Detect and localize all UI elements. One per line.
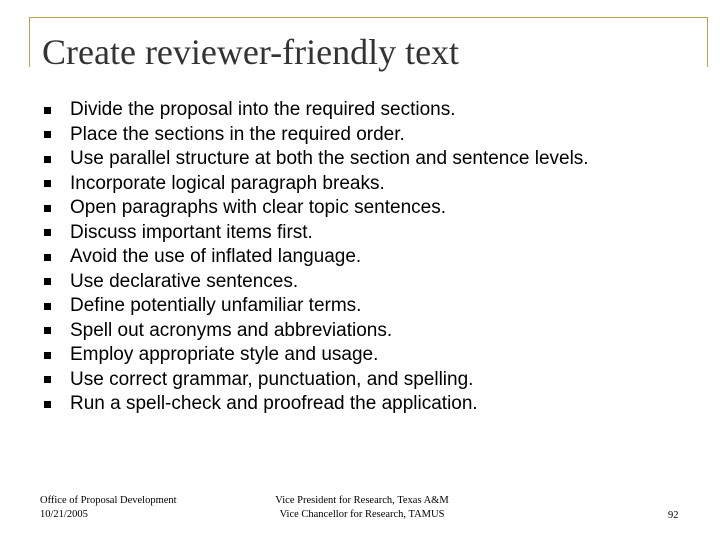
frame-top-line [29, 17, 708, 18]
bullet-item [44, 245, 589, 270]
bullet-item [44, 294, 589, 319]
footer-vc-research: Vice Chancellor for Research, TAMUS [279, 509, 445, 520]
bullet-item [44, 343, 589, 368]
footer-vp-research: Vice President for Research, Texas A&M [275, 495, 449, 506]
slide-title: Create reviewer-friendly text [42, 32, 460, 72]
square-bullet-icon [44, 205, 51, 212]
bullet-text: Run a spell-check and proofread the application. [70, 393, 478, 415]
bullet-list [44, 98, 589, 417]
bullet-text: Use correct grammar, punctuation, and spelling. [70, 368, 474, 390]
footer-date: 10/21/2005 [40, 509, 88, 520]
bullet-text: Avoid the use of inflated language. [70, 246, 362, 268]
footer-office-name: Office of Proposal Development [40, 495, 177, 506]
frame-right-line [707, 17, 708, 67]
bullet-text: Open paragraphs with clear topic sentences. [70, 197, 446, 219]
bullet-item [44, 368, 589, 393]
bullet-item [44, 319, 589, 344]
square-bullet-icon [44, 303, 51, 310]
bullet-text: Employ appropriate style and usage. [70, 344, 379, 366]
bullet-text: Place the sections in the required order. [70, 123, 405, 145]
frame-left-line [29, 17, 30, 67]
bullet-item [44, 123, 589, 148]
bullet-item [44, 172, 589, 197]
square-bullet-icon [44, 327, 51, 334]
bullet-item [44, 392, 589, 417]
bullet-text: Divide the proposal into the required sections. [70, 99, 456, 121]
page-number: 92 [668, 510, 679, 521]
footer-office [40, 494, 177, 522]
bullet-item [44, 98, 589, 123]
square-bullet-icon [44, 278, 51, 285]
footer-affiliation [262, 494, 462, 522]
bullet-item [44, 270, 589, 295]
square-bullet-icon [44, 376, 51, 383]
square-bullet-icon [44, 180, 51, 187]
bullet-text: Spell out acronyms and abbreviations. [70, 319, 393, 341]
square-bullet-icon [44, 352, 51, 359]
square-bullet-icon [44, 131, 51, 138]
bullet-item [44, 147, 589, 172]
bullet-text: Incorporate logical paragraph breaks. [70, 172, 385, 194]
bullet-text: Use declarative sentences. [70, 270, 299, 292]
square-bullet-icon [44, 401, 51, 408]
bullet-item [44, 196, 589, 221]
bullet-text: Use parallel structure at both the section and sentence levels. [70, 148, 589, 170]
square-bullet-icon [44, 229, 51, 236]
bullet-text: Define potentially unfamiliar terms. [70, 295, 362, 317]
square-bullet-icon [44, 156, 51, 163]
bullet-text: Discuss important items first. [70, 221, 313, 243]
bullet-item [44, 221, 589, 246]
square-bullet-icon [44, 254, 51, 261]
square-bullet-icon [44, 107, 51, 114]
